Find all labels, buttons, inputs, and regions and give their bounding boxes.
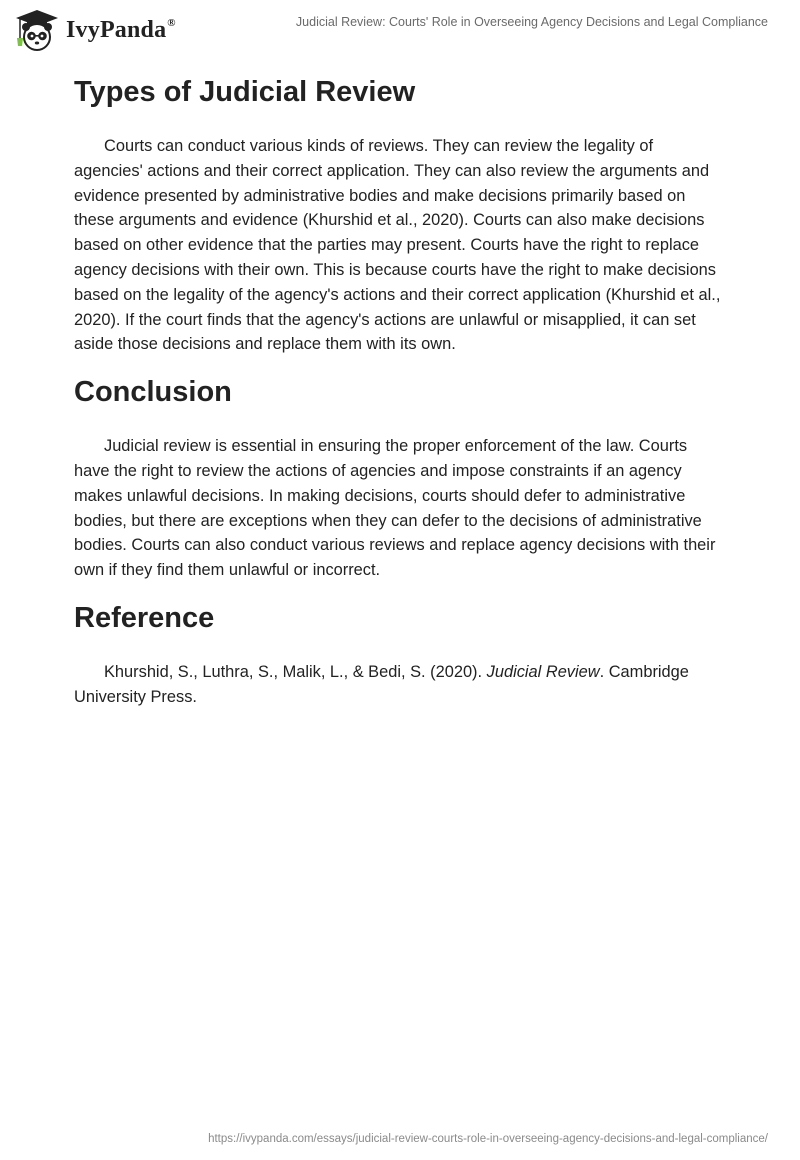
document-title: Judicial Review: Courts' Role in Overseeing Agency Decisions and Legal Compliance bbox=[295, 15, 768, 29]
section-heading-types: Types of Judicial Review bbox=[74, 76, 416, 108]
reference-title: Judicial Review bbox=[486, 662, 600, 681]
reference-publisher: . Cambridge University Press. bbox=[74, 662, 689, 706]
section-paragraph-conclusion: Judicial review is essential in ensuring the proper enforcement of the law. Courts have the right to review the actions of agencies and impose constraints if an agency makes unlawful decisions. In making decisions, courts should defer to administrative bodies, but there are exceptions when they can defer to the decisions of administrative bodies. Courts can also conduct various reviews and replace agency decisions with their own if they find them unlawful or incorrect. bbox=[74, 437, 716, 580]
reference-entry bbox=[74, 660, 724, 710]
section-heading-conclusion: Conclusion bbox=[74, 376, 232, 409]
reference-authors: Khurshid, S., Luthra, S., Malik, L., & Bedi, S. (2020). bbox=[104, 662, 487, 681]
essay-content bbox=[74, 70, 724, 710]
section-heading-reference: Reference bbox=[74, 601, 215, 634]
logo-wordmark: IvyPanda® bbox=[66, 16, 176, 43]
section-paragraph-types: Courts can conduct various kinds of reviews. They can review the legality of agencies' actions and their correct application. They can also review the arguments and evidence presented by administrative bodies and make decisions primarily based on these arguments and evidence (Khurshid et al., 2020). Courts can also make decisions based on other evidence that the parties may present. Courts have the right to replace agency decisions with their own. This is because courts have the right to make decisions based on the legality of the agency's actions and their correct application (Khurshid et al., 2020). If the court finds that the agency's actions are unlawful or misapplied, it can set aside those decisions and replace them with its own. bbox=[74, 137, 721, 354]
panda-graduate-icon bbox=[14, 8, 60, 52]
page-url[interactable]: https://ivypanda.com/essays/judicial-review-courts-role-in-overseeing-agency-decisions-and-legal-compliance/ bbox=[208, 1133, 768, 1145]
page-header bbox=[0, 0, 800, 60]
ivypanda-logo[interactable] bbox=[14, 8, 176, 52]
registered-mark: ® bbox=[167, 16, 176, 29]
